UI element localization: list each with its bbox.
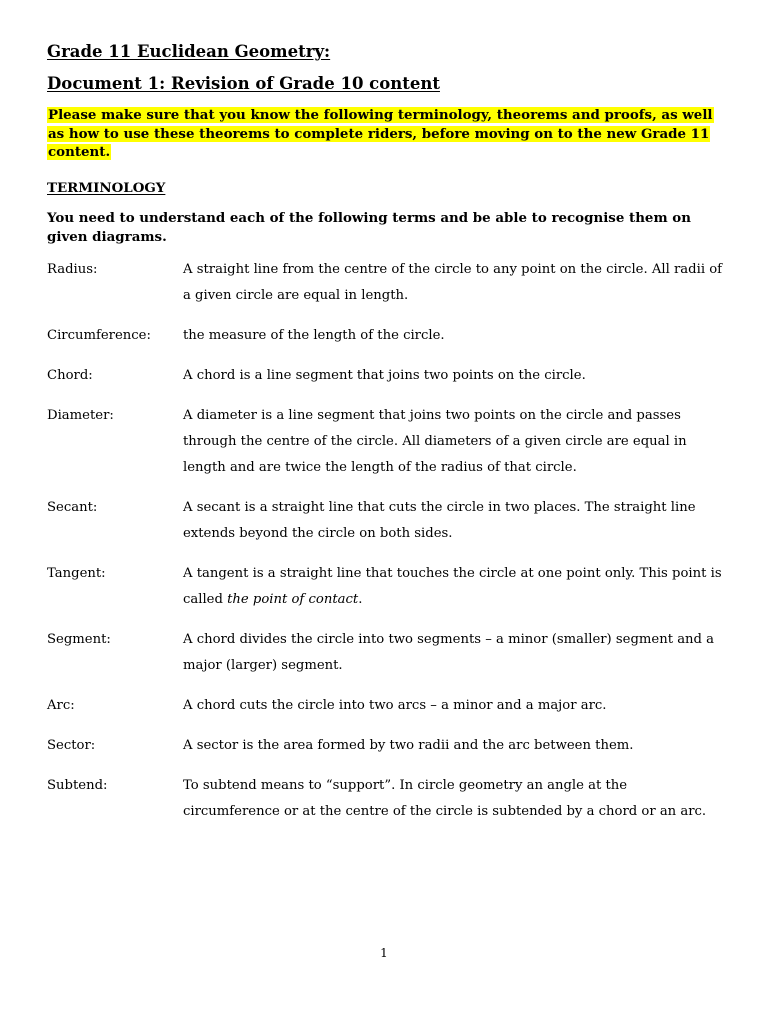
term-name: Sector: (47, 738, 96, 753)
term-definition (183, 561, 723, 613)
point-of-contact-term: the point of contact (227, 592, 359, 607)
document-title: Grade 11 Euclidean Geometry: (47, 42, 331, 61)
highlighted-notice (47, 106, 727, 162)
term-definition: A sector is the area formed by two radii and the arc between them. (183, 738, 634, 753)
notice-text: Please make sure that you know the following terminology, theorems and proofs, as well as how to use these theorems to complete riders, before moving on to the new Grade 11 content. (48, 107, 713, 160)
term-definition: the measure of the length of the circle. (183, 328, 445, 343)
terminology-heading: TERMINOLOGY (47, 180, 166, 196)
terminology-intro: You need to understand each of the following terms and be able to recognise them on given diagrams. (47, 210, 691, 245)
tangent-definition-text: A tangent is a straight line that touches the circle at one point only. This point is called (183, 566, 722, 607)
document-subtitle: Document 1: Revision of Grade 10 content (47, 74, 440, 93)
term-name: Subtend: (47, 778, 108, 793)
term-name: Radius: (47, 262, 98, 277)
tangent-definition-end: . (358, 592, 363, 607)
term-name: Tangent: (47, 566, 106, 581)
term-name: Chord: (47, 368, 93, 383)
term-name: Circumference: (47, 328, 151, 343)
term-definition: To subtend means to “support”. In circle geometry an angle at the circumference or at the centre of the circle is subtended by a chord or an arc. (183, 778, 707, 819)
term-definition: A diameter is a line segment that joins two points on the circle and passes through the centre of the circle. All diameters of a given circle are equal in length and are twice the length of the radius of that circle. (183, 408, 687, 475)
term-definition: A chord cuts the circle into two arcs – a minor and a major arc. (183, 698, 607, 713)
term-name: Secant: (47, 500, 98, 515)
term-name: Segment: (47, 632, 111, 647)
page-number: 1 (380, 946, 388, 960)
term-definition: A straight line from the centre of the circle to any point on the circle. All radii of a given circle are equal in length. (183, 262, 723, 303)
term-definition: A chord is a line segment that joins two points on the circle. (183, 368, 586, 383)
term-name: Diameter: (47, 408, 114, 423)
term-definition: A chord divides the circle into two segments – a minor (smaller) segment and a major (larger) segment. (183, 632, 715, 673)
term-name: Arc: (47, 698, 75, 713)
term-definition: A secant is a straight line that cuts the circle in two places. The straight line extends beyond the circle on both sides. (183, 500, 696, 541)
